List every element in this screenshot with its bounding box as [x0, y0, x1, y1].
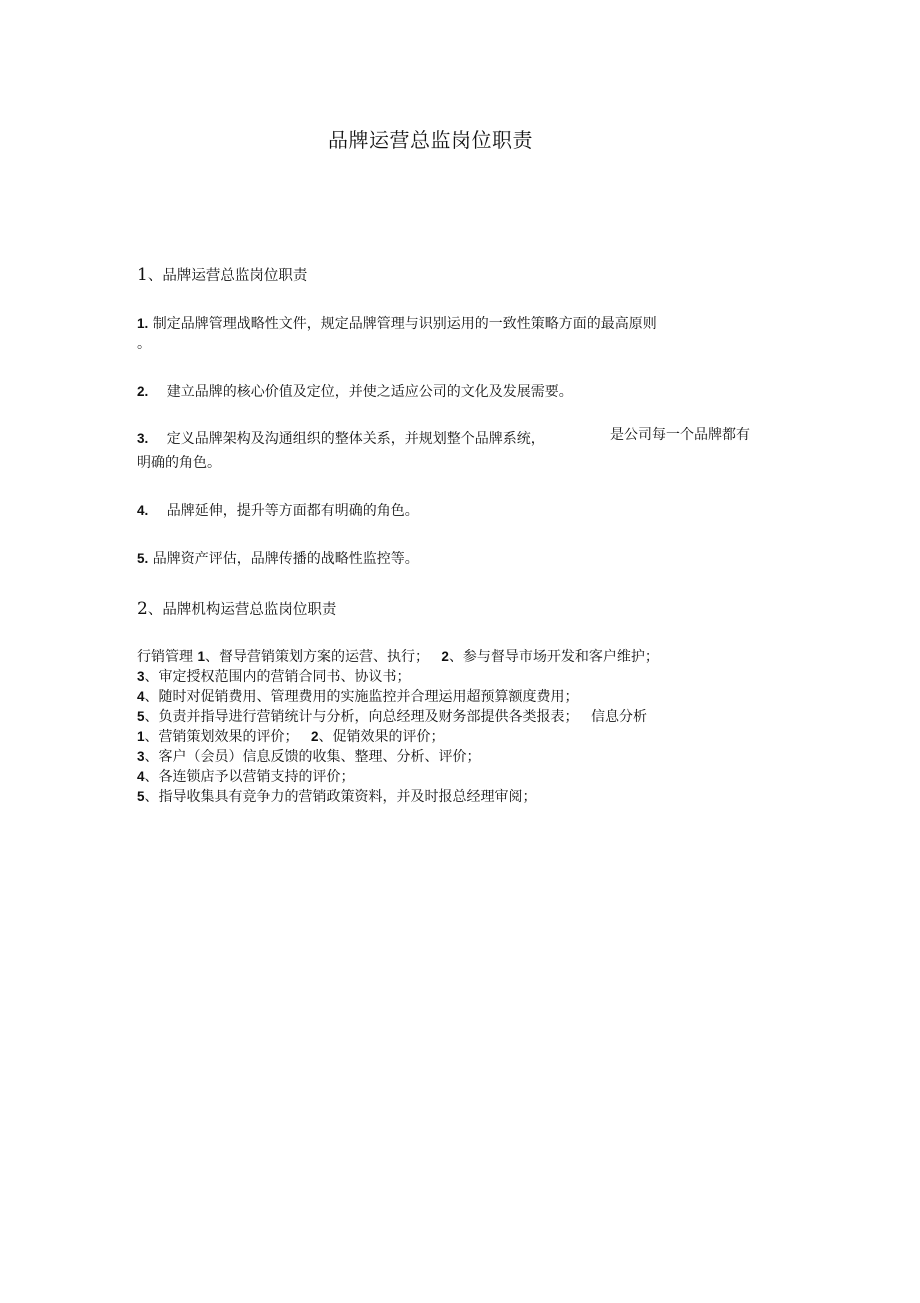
item-text: 制定品牌管理战略性文件，规定品牌管理与识别运用的一致性策略方面的最高原则	[152, 316, 657, 332]
item-text: 品牌延伸，提升等方面都有明确的角色。	[166, 503, 419, 519]
line-text: 、客户（会员）信息反馈的收集、整理、分析、评价；	[144, 749, 481, 765]
line-text: 信息分析	[590, 709, 647, 725]
line-text: 、促销效果的评价；	[318, 729, 445, 745]
line-text: 、督导营销策划方案的运营、执行；	[204, 649, 429, 665]
section2-line-5	[137, 727, 659, 747]
section1-item-1	[137, 314, 657, 334]
section2-line-8	[137, 787, 659, 807]
section1-item-1-continuation: 。	[137, 336, 151, 352]
line-number: 4	[137, 689, 145, 704]
line-prefix: 行销管理	[137, 649, 198, 665]
section1-heading	[137, 264, 307, 285]
section2-heading	[137, 598, 336, 619]
line-text: 、营销策划效果的评价；	[144, 729, 299, 745]
section2-body	[137, 647, 659, 807]
line-number: 3	[137, 669, 145, 684]
item-text: 建立品牌的核心价值及定位，并使之适应公司的文化及发展需要。	[166, 384, 573, 400]
section2-line-3	[137, 687, 659, 707]
line-number: 5	[137, 709, 145, 724]
line-number: 1	[197, 649, 205, 664]
line-number: 3	[137, 749, 145, 764]
section2-line-4	[137, 707, 659, 727]
item-number: 5.	[137, 551, 149, 566]
line-number: 4	[137, 769, 145, 784]
section1-heading-text: 、品牌运营总监岗位职责	[147, 268, 308, 284]
item-text: 品牌资产评估，品牌传播的战略性监控等。	[152, 551, 419, 567]
item-text: 定义品牌架构及沟通组织的整体关系，并规划整个品牌系统，	[166, 431, 545, 447]
line-number: 5	[137, 789, 145, 804]
section1-item-5	[137, 549, 419, 569]
section2-line-2	[137, 667, 659, 687]
line-text: 、审定授权范围内的营销合同书、协议书；	[144, 669, 411, 685]
section1-item-2	[137, 382, 573, 402]
section1-item-4	[137, 501, 419, 521]
item-number: 3.	[137, 431, 149, 446]
line-text: 、各连锁店予以营销支持的评价；	[144, 769, 355, 785]
section2-line-7	[137, 767, 659, 787]
item-number: 2.	[137, 384, 149, 399]
section2-heading-number: 2	[137, 599, 148, 619]
line-number: 2	[441, 649, 449, 664]
line-text: 、负责并指导进行营销统计与分析，向总经理及财务部提供各类报表；	[144, 709, 579, 725]
line-text: 、指导收集具有竞争力的营销政策资料，并及时报总经理审阅；	[144, 789, 537, 805]
page-title: 品牌运营总监岗位职责	[328, 128, 533, 152]
section1-item-3-right-text: 是公司每一个品牌都有	[610, 427, 750, 443]
section1-heading-number: 1	[137, 265, 148, 285]
line-text: 、随时对促销费用、管理费用的实施监控并合理运用超预算额度费用；	[144, 689, 579, 705]
section2-heading-text: 、品牌机构运营总监岗位职责	[147, 602, 337, 618]
section2-line-6	[137, 747, 659, 767]
item-number: 1.	[137, 316, 149, 331]
line-text: 、参与督导市场开发和客户维护；	[448, 649, 659, 665]
section1-item-3-continuation: 明确的角色。	[137, 455, 221, 471]
line-number: 1	[137, 729, 145, 744]
line-number: 2	[310, 729, 319, 744]
section1-item-3	[137, 429, 545, 449]
item-number: 4.	[137, 503, 149, 518]
section2-line-1	[137, 647, 659, 667]
